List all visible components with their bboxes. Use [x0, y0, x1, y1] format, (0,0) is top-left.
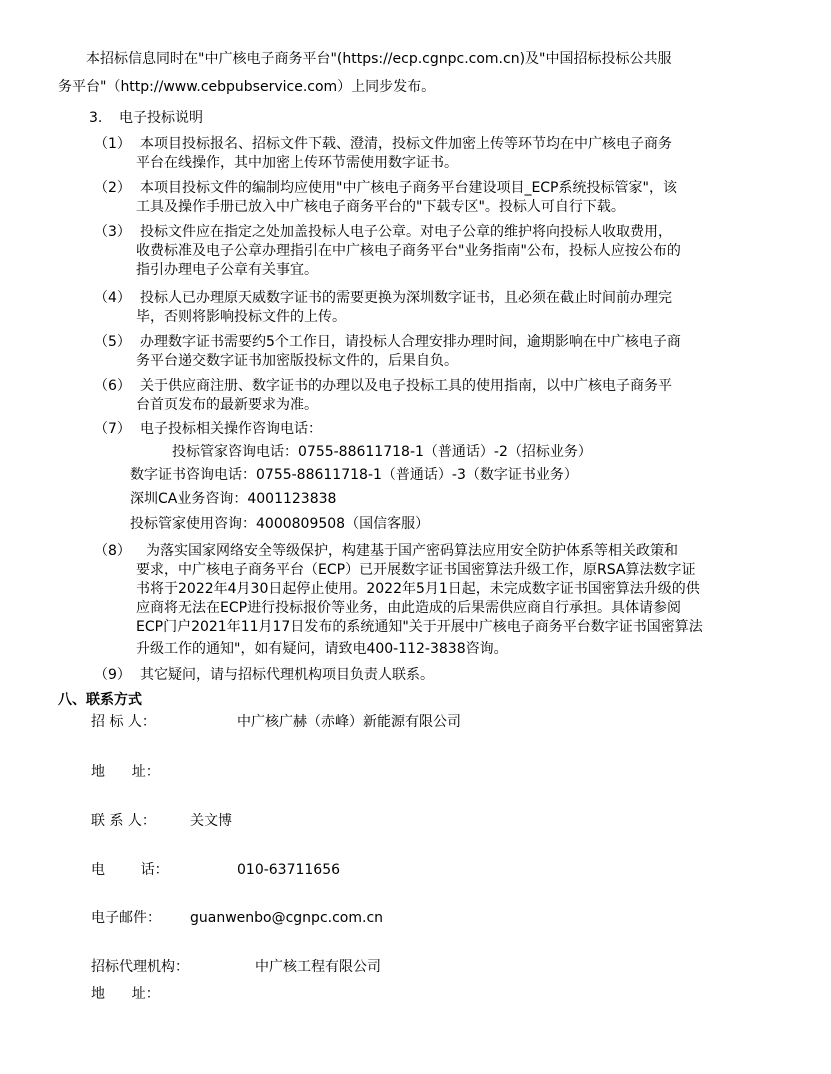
item-6-line-1: 关于供应商注册、数字证书的办理以及电子投标工具的使用指南，以中广核电子商务平 [140, 378, 672, 394]
intro-line-2: 务平台"（http://www.cebpubservice.com）上同步发布。 [58, 79, 436, 95]
item-1-number: （1） [94, 136, 131, 152]
section-3-number: 3. [89, 110, 103, 126]
item-3-number: （3） [94, 224, 131, 240]
tenderer-label: 招 标 人： [91, 714, 156, 730]
phone-value: 010-63711656 [237, 862, 341, 878]
phone-label: 电 话： [91, 862, 169, 878]
item-4-number: （4） [94, 290, 131, 306]
agency-address-label: 地 址： [91, 986, 160, 1002]
email-label: 电子邮件： [91, 910, 161, 926]
item-8-line-5: ECP门户2021年11月17日发布的系统通知"关于开展中广核电子商务平台数字证书国密算法 [136, 619, 703, 635]
item-9-text: 其它疑问，请与招标代理机构项目负责人联系。 [140, 667, 434, 683]
contact-person-label: 联 系 人： [91, 813, 156, 829]
contact-7-usage-phone: 投标管家使用咨询：4000809508（国信客服） [130, 516, 430, 532]
address-label: 地 址： [91, 764, 160, 780]
item-8-line-1: 为落实国家网络安全等级保护，构建基于国产密码算法应用安全防护体系等相关政策和 [146, 543, 678, 559]
item-8-line-2: 要求，中广核电子商务平台（ECP）已开展数字证书国密算法升级工作，原RSA算法数字证 [136, 562, 696, 578]
item-4-line-1: 投标人已办理原天威数字证书的需要更换为深圳数字证书，且必须在截止时间前办理完 [140, 290, 672, 306]
item-5-line-2: 务平台递交数字证书加密版投标文件的，后果自负。 [136, 353, 458, 369]
item-1-line-2: 平台在线操作，其中加密上传环节需使用数字证书。 [136, 155, 458, 171]
item-4-line-2: 毕，否则将影响投标文件的上传。 [136, 309, 346, 325]
item-7-number: （7） [94, 421, 131, 437]
section-8-title: 八、联系方式 [58, 692, 142, 708]
item-3-line-2: 收费标准及电子公章办理指引在中广核电子商务平台"业务指南"公布，投标人应按公布的 [136, 243, 681, 259]
item-8-line-4: 应商将无法在ECP进行投标报价等业务，由此造成的后果需供应商自行承担。具体请参阅 [136, 600, 682, 616]
agency-value: 中广核工程有限公司 [255, 959, 381, 975]
contact-7-ca-phone: 深圳CA业务咨询：4001123838 [130, 491, 337, 507]
email-value: guanwenbo@cgnpc.com.cn [190, 910, 384, 926]
item-3-line-1: 投标文件应在指定之处加盖投标人电子公章。对电子公章的维护将向投标人收取费用， [140, 224, 672, 240]
item-2-line-2: 工具及操作手册已放入中广核电子商务平台的"下载专区"。投标人可自行下载。 [136, 199, 625, 215]
item-2-line-1: 本项目投标文件的编制均应使用"中广核电子商务平台建设项目_ECP系统投标管家"，该 [140, 180, 677, 196]
intro-line-1: 本招标信息同时在"中广核电子商务平台"(https://ecp.cgnpc.com.cn)及"中国招标投标公共服 [86, 51, 672, 67]
item-8-number: （8） [94, 543, 131, 559]
contact-7-tender-manager-phone: 投标管家咨询电话：0755-88611718-1（普通话）-2（招标业务） [172, 444, 592, 460]
contact-person-value: 关文博 [190, 813, 232, 829]
item-8-line-3: 书将于2022年4月30日起停止使用。2022年5月1日起，未完成数字证书国密算法升级的供 [136, 581, 700, 597]
tenderer-value: 中广核广赫（赤峰）新能源有限公司 [237, 714, 461, 730]
contact-7-cert-phone: 数字证书咨询电话：0755-88611718-1（普通话）-3（数字证书业务） [130, 467, 578, 483]
item-9-number: （9） [94, 667, 131, 683]
item-2-number: （2） [94, 180, 131, 196]
item-6-number: （6） [94, 378, 131, 394]
agency-label: 招标代理机构： [91, 959, 189, 975]
section-3-title: 电子投标说明 [119, 110, 203, 126]
item-5-line-1: 办理数字证书需要约5个工作日，请投标人合理安排办理时间，逾期影响在中广核电子商 [140, 334, 681, 350]
item-6-line-2: 台首页发布的最新要求为准。 [136, 397, 318, 413]
item-8-line-6: 升级工作的通知"，如有疑问，请致电400-112-3838咨询。 [136, 641, 508, 657]
item-3-line-3: 指引办理电子公章有关事宜。 [136, 262, 318, 278]
item-7-line-1: 电子投标相关操作咨询电话： [140, 421, 322, 437]
item-5-number: （5） [94, 334, 131, 350]
item-1-line-1: 本项目投标报名、招标文件下载、澄清，投标文件加密上传等环节均在中广核电子商务 [140, 136, 672, 152]
